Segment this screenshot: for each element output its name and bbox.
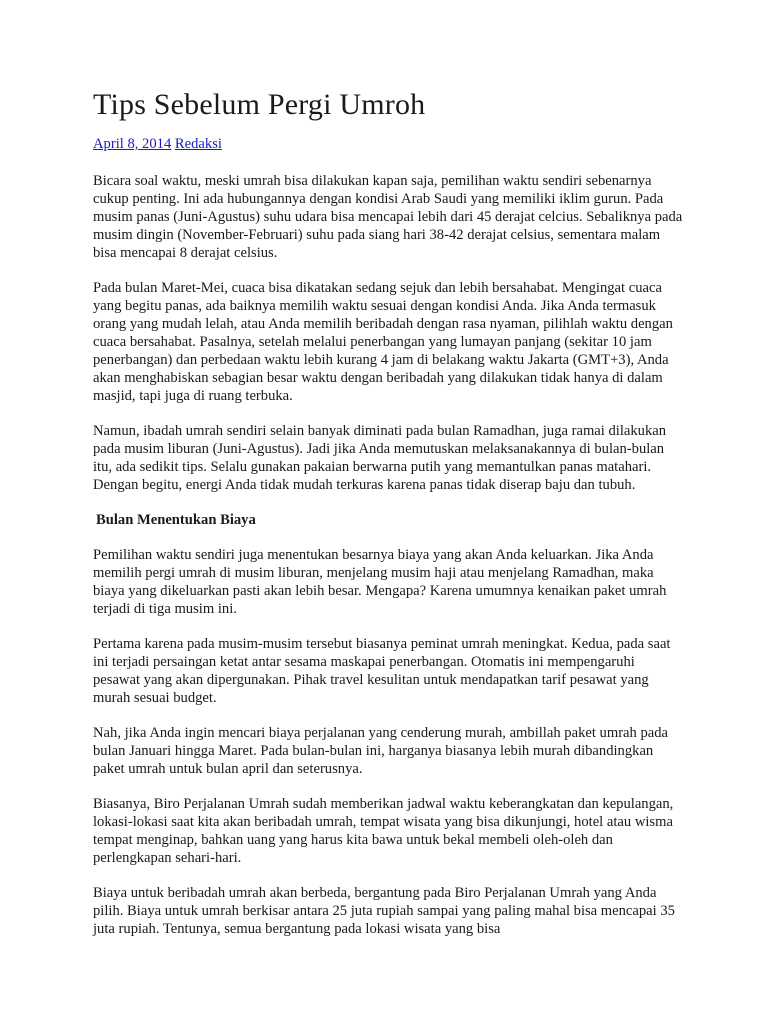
article-body xyxy=(93,172,683,938)
paragraph: Pada bulan Maret-Mei, cuaca bisa dikatakan sedang sejuk dan lebih bersahabat. Mengingat cuaca yang begitu panas, ada baiknya memilih waktu sesuai dengan kondisi Anda. Jika Anda termasuk orang yang mudah lelah, atau Anda memilih beribadah dengan rasa nyaman, pilihlah waktu dengan cuaca bersahabat. Pasalnya, setelah melalui penerbangan yang lumayan panjang (sekitar 10 jam penerbangan) dan perbedaan waktu lebih kurang 4 jam di belakang waktu Jakarta (GMT+3), Anda akan menghabiskan sebagian besar waktu dengan beribadah yang dilakukan tidak hanya di dalam masjid, tapi juga di ruang terbuka. xyxy=(93,280,673,404)
paragraph: Pertama karena pada musim-musim tersebut biasanya peminat umrah meningkat. Kedua, pada saat ini terjadi persaingan ketat antar sesama maskapai penerbangan. Otomatis ini mempengaruhi pesawat yang akan dipergunakan. Pihak travel kesulitan untuk mendapatkan tarif pesawat yang murah sesuai budget. xyxy=(93,636,671,706)
paragraph: Nah, jika Anda ingin mencari biaya perjalanan yang cenderung murah, ambillah paket umrah pada bulan Januari hingga Maret. Pada bulan-bulan ini, harganya biasanya lebih murah dibandingkan paket umrah untuk bulan april dan seterusnya. xyxy=(93,725,669,777)
article-author-link[interactable]: Redaksi xyxy=(174,136,222,152)
paragraph: Biasanya, Biro Perjalanan Umrah sudah memberikan jadwal waktu keberangkatan dan kepulangan, lokasi-lokasi saat kita akan beribadah umrah, tempat wisata yang bisa dikunjungi, hotel atau wisma tempat menginap, bahkan uang yang harus kita bawa untuk bekal membeli oleh-oleh dan perlengkapan sehari-hari. xyxy=(93,796,674,866)
article-date-link[interactable]: April 8, 2014 xyxy=(93,136,172,152)
section-heading: Bulan Menentukan Biaya xyxy=(96,512,256,528)
paragraph: Biaya untuk beribadah umrah akan berbeda, bergantung pada Biro Perjalanan Umrah yang Anda pilih. Biaya untuk umrah berkisar antara 25 juta rupiah sampai yang paling mahal bisa mencapai 35 juta rupiah. Tentunya, semua bergantung pada lokasi wisata yang bisa xyxy=(93,885,675,937)
article xyxy=(93,88,683,955)
paragraph: Bicara soal waktu, meski umrah bisa dilakukan kapan saja, pemilihan waktu sendiri sebenarnya cukup penting. Ini ada hubungannya dengan kondisi Arab Saudi yang memiliki iklim gurun. Pada musim panas (Juni-Agustus) suhu udara bisa mencapai lebih dari 45 derajat celcius. Sebaliknya pada musim dingin (November-Februari) suhu pada siang hari 38-42 derajat celsius, sementara malam bisa mencapai 8 derajat celsius. xyxy=(93,173,683,261)
article-title: Tips Sebelum Pergi Umroh xyxy=(93,88,426,121)
paragraph: Namun, ibadah umrah sendiri selain banyak diminati pada bulan Ramadhan, juga ramai dilakukan pada musim liburan (Juni-Agustus). Jadi jika Anda memutuskan melaksanakannya di bulan-bulan itu, ada sedikit tips. Selalu gunakan pakaian berwarna putih yang memantulkan panas matahari. Dengan begitu, energi Anda tidak mudah terkuras karena panas tidak diserap baju dan tubuh. xyxy=(93,423,667,493)
paragraph: Pemilihan waktu sendiri juga menentukan besarnya biaya yang akan Anda keluarkan. Jika Anda memilih pergi umrah di musim liburan, menjelang musim haji atau menjelang Ramadhan, maka biaya yang dikeluarkan pasti akan lebih besar. Mengapa? Karena umumnya kenaikan paket umrah terjadi di tiga musim ini. xyxy=(93,547,667,617)
article-meta xyxy=(93,136,683,153)
